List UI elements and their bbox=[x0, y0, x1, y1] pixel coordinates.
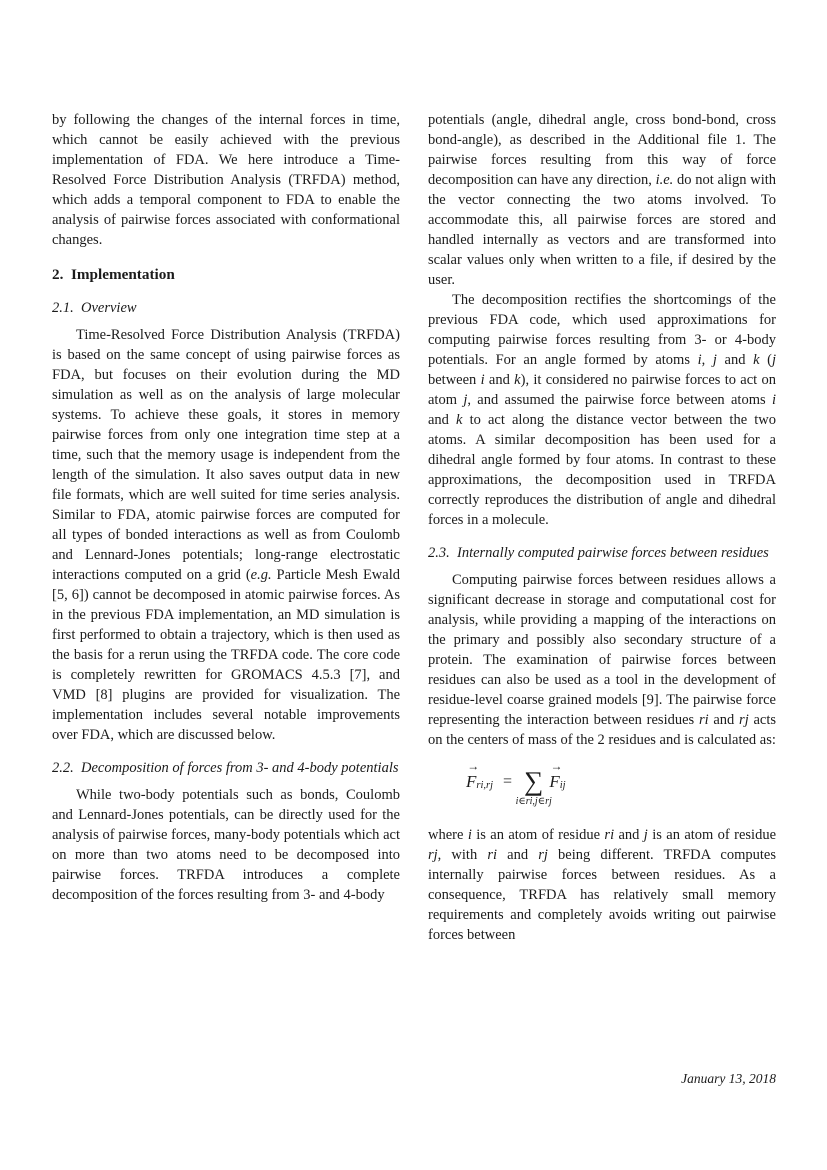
equation-residue-pairwise-force bbox=[428, 758, 776, 807]
vector-arrow-icon: → bbox=[467, 758, 480, 773]
subsection-heading-overview: 2.1. Overview bbox=[52, 300, 137, 316]
equation-lhs-subscript: ri,rj bbox=[476, 780, 494, 791]
page-footer-date: January 13, 2018 bbox=[681, 1071, 776, 1086]
equation-lhs-symbol: F bbox=[466, 771, 477, 791]
paragraph-rectifies: The decomposition rectifies the shortcomings of the previous FDA code, which used approximations for computing pairwise forces resulting from 3- or 4-body potentials. For an angle formed by atoms i, j and k (j between i and k), it considered no pairwise forces to act on atom j, and assumed the pairwise force between atoms i and k to act along the distance vector between the two atoms. A similar decomposition has been used for a dihedral angle formed by four atoms. In contrast to these approximations, the decomposition used in TRFDA correctly reproduces the distribution of angle and dihedral forces in a molecule. bbox=[428, 292, 777, 528]
paragraph-potentials: potentials (angle, dihedral angle, cross bond-bond, cross bond-angle), as described in the Additional file 1. The pairwise forces resulting from this way of force decomposition can have any direction, i.e. do not align with the vector connecting the two atoms involved. To accommodate this, all pairwise forces are stored and handled internally as vectors and are transformed into scalar values only when written to a file, if desired by the user. bbox=[428, 112, 777, 288]
summation-operator bbox=[515, 766, 552, 807]
sigma-icon: ∑ bbox=[524, 766, 544, 796]
paragraph-residues: Computing pairwise forces between residues allows a significant decrease in storage and computational cost for analysis, while providing a mapping of the interactions on the primary and possibly also secondary structure of a protein. The examination of pairwise forces between residues can also be used as a tool in the development of residue-level coarse grained models [9]. The pairwise force representing the interaction between residues ri and rj acts on the centers of mass of the 2 residues and is calculated as: bbox=[428, 572, 777, 748]
subsection-heading-decomposition: 2.2. Decomposition of forces from 3- and 4-body potentials bbox=[52, 760, 399, 776]
section-heading-implementation: 2. Implementation bbox=[52, 266, 175, 283]
paragraph-decomposition: While two-body potentials such as bonds, Coulomb and Lennard-Jones potentials, can be directly used for the analysis of pairwise forces, many-body potentials which act on more than two atoms need to be decomposed into pairwise forces. TRFDA introduces a complete decomposition of the forces resulting from 3- and 4-body bbox=[52, 787, 400, 903]
left-column bbox=[52, 110, 400, 945]
right-column bbox=[428, 110, 776, 945]
subsection-heading-residues: 2.3. Internally computed pairwise forces between residues bbox=[428, 545, 769, 561]
equation-rhs-symbol: F bbox=[549, 771, 560, 791]
paragraph-overview: Time-Resolved Force Distribution Analysis (TRFDA) is based on the same concept of using pairwise forces as FDA, but focuses on their evolution during the MD simulation as well as on the analysis of large molecular systems. To achieve these goals, it stores in memory pairwise forces from only one integration time step at a time, such that the memory usage is independent from the length of the simulation. It also saves output data in new file formats, which are well suited for time series analysis. Similar to FDA, atomic pairwise forces are computed for all types of bonded interactions as well as from Coulomb and Lennard-Jones potentials; long-range electrostatic interactions computed on a grid (e.g. Particle Mesh Ewald [5, 6]) cannot be decomposed in atomic pairwise forces. As in the previous FDA implementation, an MD simulation is first performed to obtain a trajectory, which is then used as the basis for a rerun using the TRFDA code. The core code is completely rewritten for GROMACS 4.5.3 [7], and VMD [8] plugins are provided for visualization. The implementation includes several notable improvements over FDA, which are discussed below. bbox=[52, 327, 400, 743]
equation-rhs-subscript: ij bbox=[559, 780, 566, 791]
summation-limits: i∈ri,j∈rj bbox=[515, 796, 552, 807]
equals-sign: = bbox=[503, 772, 513, 790]
paragraph-where: where i is an atom of residue ri and j is an atom of residue rj, with ri and rj being different. TRFDA computes internally pairwise forces between residues. As a consequence, TRFDA has relatively small memory requirements and completely avoids writing out pairwise forces between bbox=[428, 827, 777, 943]
vector-arrow-icon: → bbox=[550, 758, 563, 773]
paragraph-continued-from-previous-page: by following the changes of the internal forces in time, which cannot be easily achieved with the previous implementation of FDA. We here introduce a Time-Resolved Force Distribution Analysis (TRFDA) method, which adds a temporal component to FDA to enable the analysis of pairwise forces associated with conformational changes. bbox=[52, 112, 400, 248]
vector-F-lhs bbox=[466, 758, 480, 792]
two-column-layout bbox=[52, 110, 776, 945]
